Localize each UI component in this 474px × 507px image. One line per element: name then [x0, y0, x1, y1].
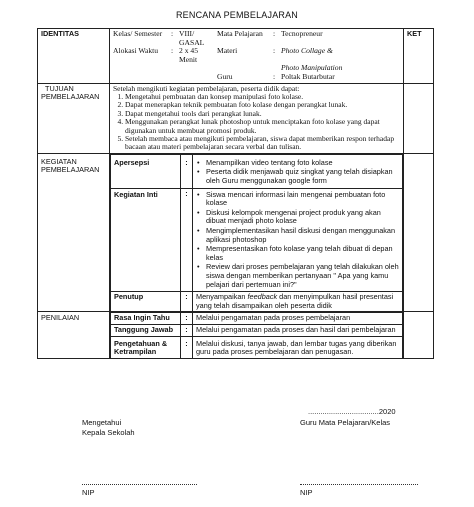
tujuan-label-line2: PEMBELAJARAN: [41, 92, 100, 102]
colon: :: [181, 313, 193, 325]
list-item: 1. Mengetahui pembuatan dan konsep manipulasi foto kolase.: [125, 93, 400, 101]
penilaian-row: [38, 312, 434, 358]
kegiatan-label: [38, 153, 110, 312]
colon: :: [181, 292, 193, 312]
approval-label: Mengetahui: [82, 418, 122, 427]
colon: :: [181, 336, 193, 358]
list-item: • Diskusi kelompok mengenai project produk yang akan dibuat menjadi photo kolase: [206, 209, 399, 226]
penutup-text-start: Menyampaikan: [196, 292, 248, 302]
apersepsi-points: [193, 154, 403, 188]
penilaian-item: [111, 336, 403, 358]
teacher-label: Guru Mata Pelajaran/Kelas: [300, 418, 391, 427]
tujuan-content: [110, 83, 404, 153]
penilaian-item-label: Rasa Ingin Tahu: [111, 313, 181, 325]
colon: :: [273, 71, 276, 81]
guru-label: Guru: [217, 71, 233, 81]
penilaian-item-text: Melalui pengamatan pada proses dan hasil dari pembelajaran: [193, 324, 403, 336]
lesson-plan-table: [37, 28, 434, 359]
materi-value-1: Photo Collage &: [281, 46, 333, 56]
alokasi-label: Alokasi Waktu: [113, 46, 159, 56]
penutup-text: [193, 292, 403, 312]
list-item: • Review dari proses pembelajaran yang telah dilakukan oleh siswa dengan memberikan pertanyaan " Apa yang kamu pelajari dari pertemuan ini?": [206, 263, 399, 289]
guru-value: Poltak Butarbutar: [281, 71, 335, 81]
list-item: • Mempresentasikan foto kolase yang telah dibuat di depan kelas: [206, 245, 399, 262]
colon: :: [181, 188, 193, 292]
penilaian-item-label: Pengetahuan & Ketrampilan: [111, 336, 181, 358]
inti-points: [193, 188, 403, 292]
document-title: RENCANA PEMBELAJARAN: [175, 10, 299, 20]
identity-cell: [110, 29, 404, 84]
penilaian-item: [111, 324, 403, 336]
mapel-value: Tecnopreneur: [281, 29, 323, 38]
apersepsi-label: Apersepsi: [111, 154, 181, 188]
kegiatan-label-line1: KEGIATAN: [41, 156, 77, 166]
list-item: 3. Dapat mengetahui tools dari perangkat lunak.: [125, 110, 400, 118]
ket-cell: [404, 153, 434, 312]
tujuan-label-line1: TUJUAN: [45, 83, 74, 93]
kegiatan-content: [110, 153, 404, 312]
alokasi-value: 2 x 45 Menit: [179, 46, 198, 64]
headmaster-label: Kepala Sekolah: [82, 428, 135, 437]
colon: :: [171, 29, 174, 38]
ket-header: KET: [404, 29, 434, 84]
tujuan-label: [38, 83, 110, 153]
colon: :: [273, 46, 276, 56]
list-item: • Mengimplementasikan hasil diskusi dengan menggunakan aplikasi photoshop: [206, 227, 399, 244]
kelas-label: Kelas/ Semester: [113, 29, 163, 38]
kelas-value: VIII/ GASAL: [179, 29, 205, 47]
nip-right: NIP: [300, 488, 313, 497]
colon: :: [171, 46, 174, 56]
ket-cell: [404, 312, 434, 358]
penutup-text-italic: feedback: [247, 292, 278, 302]
penilaian-inner-table: [110, 312, 403, 357]
nip-left: NIP: [82, 488, 95, 497]
date-line: ..................................2020: [308, 407, 396, 416]
signature-line-left: [82, 484, 197, 485]
list-item: 4. Menggunakan perangkat lunak photoshop untuk menciptakan foto kolase yang dapat digunakan untuk membuat promosi produk.: [125, 118, 400, 135]
colon: :: [181, 324, 193, 336]
ket-cell: [404, 83, 434, 153]
penilaian-item: [111, 313, 403, 325]
tujuan-row: [38, 83, 434, 153]
list-item: • Siswa mencari informasi lain mengenai pembuatan foto kolase: [206, 191, 399, 208]
penutup-row: [111, 292, 403, 312]
kegiatan-row: [38, 153, 434, 312]
penilaian-label: PENILAIAN: [38, 312, 110, 358]
penilaian-content: [110, 312, 404, 358]
mapel-label: Mata Pelajaran: [217, 29, 263, 38]
colon: :: [181, 154, 193, 188]
kegiatan-label-line2: PEMBELAJARAN: [41, 165, 100, 175]
tujuan-intro: Setelah mengikuti kegiatan pembelajaran, peserta didik dapat:: [113, 83, 300, 93]
inti-row: [111, 188, 403, 292]
penilaian-item-text: Melalui pengamatan pada proses pembelajaran: [193, 313, 403, 325]
list-item: • Peserta didik menjawab quiz singkat yang telah disiapkan oleh Guru menggunakan google form: [206, 168, 399, 185]
list-item: 2. Dapat menerapkan teknik pembuatan foto kolase dengan perangkat lunak.: [125, 101, 400, 109]
penilaian-item-text: Melalui diskusi, tanya jawab, dan lembar tugas yang diberikan guru pada proses pembelajaran dan penugasan.: [193, 336, 403, 358]
penutup-label: Penutup: [111, 292, 181, 312]
list-item: 5. Setelah membaca atau mengikuti pembelajaran, siswa dapat memberikan respon terhadap bacaan atau materi pembelajaran secara verbal dan tulisan.: [125, 135, 400, 152]
identity-header: IDENTITAS: [38, 29, 110, 84]
inti-label: Kegiatan Inti: [111, 188, 181, 292]
tujuan-list: [113, 93, 400, 152]
penutup-text-end: dan menyimpulkan hasil presentasi yang telah disampaikan oleh peserta didik: [196, 292, 394, 310]
identity-row: [38, 29, 434, 84]
kegiatan-inner-table: [110, 154, 403, 312]
identity-grid: [113, 30, 400, 82]
materi-label: Materi: [217, 46, 238, 56]
colon: :: [273, 29, 276, 38]
list-item: • Menampilkan video tentang foto kolase: [206, 159, 399, 168]
apersepsi-row: [111, 154, 403, 188]
penilaian-item-label: Tanggung Jawab: [111, 324, 181, 336]
materi-value-2: Photo Manipulation: [281, 63, 343, 73]
signature-line-right: [300, 484, 418, 485]
